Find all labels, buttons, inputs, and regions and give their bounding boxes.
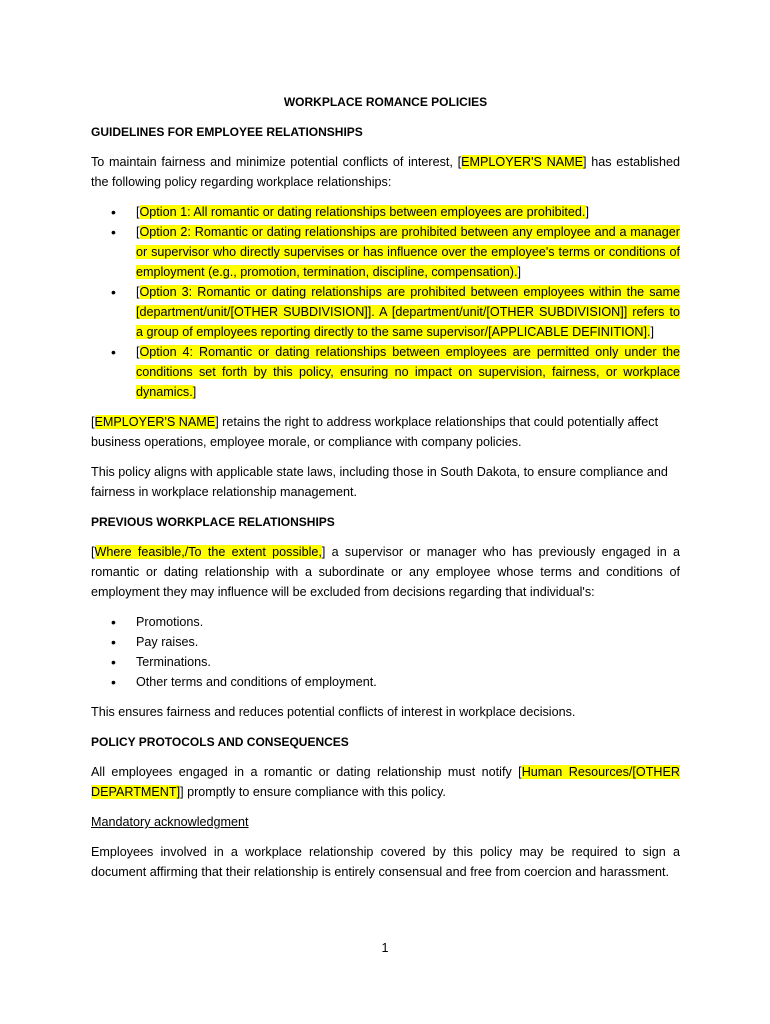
bracket-close: ] [650, 325, 654, 339]
acknowledgment-paragraph: Employees involved in a workplace relationship covered by this policy may be required to sign a document affirming that their relationship is entirely consensual and free from coercion and harassment. [91, 845, 680, 879]
notify-suffix: ] promptly to ensure compliance with this policy. [180, 785, 446, 799]
list-item [91, 652, 680, 672]
state-law-paragraph: This policy aligns with applicable state laws, including those in South Dakota, to ensure compliance and fairness in workplace relationship management. [91, 465, 668, 499]
employer-name-placeholder: EMPLOYER'S NAME [94, 415, 216, 429]
subheading-acknowledgment: Mandatory acknowledgment [91, 815, 249, 829]
bracket-close: ] [192, 385, 197, 399]
bracket-open: [ [136, 285, 140, 299]
bullet-icon: • [111, 614, 116, 630]
bullet-icon: • [111, 674, 116, 690]
list-item-text: Other terms and conditions of employment. [136, 675, 377, 689]
retain-suffix: ] retains the right to address workplace relationships that could potentially affect business operations, employee morale, or compliance with company policies. [91, 415, 659, 449]
intro-prefix: To maintain fairness and minimize potential conflicts of interest, [ [91, 155, 462, 169]
bullet-icon: • [111, 634, 116, 650]
bullet-icon: • [111, 204, 116, 220]
bracket-open: [ [136, 225, 140, 239]
document-title: WORKPLACE ROMANCE POLICIES [283, 95, 488, 109]
bullet-icon: • [111, 654, 116, 670]
para-prefix: [ [91, 545, 95, 559]
fairness-paragraph: This ensures fairness and reduces potential conflicts of interest in workplace decisions. [91, 705, 576, 719]
intro-paragraph [91, 152, 680, 192]
retain-paragraph [91, 412, 680, 452]
policy-options-list [91, 202, 680, 402]
list-item-option-3 [91, 282, 680, 342]
list-item-text: Promotions. [136, 615, 204, 629]
list-item-option-1 [91, 202, 680, 222]
option-text: Option 4: Romantic or dating relationships between employees are permitted only under the conditions set forth by this policy, ensuring no impact on supervision, fairness, or workplace dynamics. [136, 345, 680, 399]
excluded-decisions-list [91, 612, 680, 692]
bullet-icon: • [111, 344, 116, 360]
page-number: 1 [381, 941, 389, 955]
previous-relationships-paragraph [91, 542, 680, 602]
bullet-icon: • [111, 284, 116, 300]
section-heading-previous: PREVIOUS WORKPLACE RELATIONSHIPS [91, 515, 335, 529]
employer-name-placeholder: EMPLOYER'S NAME [461, 155, 584, 169]
list-item-option-4 [91, 342, 680, 402]
option-text: Option 1: All romantic or dating relationships between employees are prohibited. [139, 205, 586, 219]
section-heading-guidelines: GUIDELINES FOR EMPLOYEE RELATIONSHIPS [91, 125, 363, 139]
para-suffix: ] a supervisor or manager who has previously engaged in a romantic or dating relationship with a subordinate or any employee whose terms and conditions of employment they may influence will be excluded from decisions regarding that individual's: [91, 545, 680, 599]
list-item-text: Terminations. [136, 655, 211, 669]
bracket-close: ] [517, 265, 521, 279]
notify-prefix: All employees engaged in a romantic or dating relationship must notify [ [91, 765, 522, 779]
option-text: Option 2: Romantic or dating relationships are prohibited between any employee and a manager or supervisor who directly supervises or has influence over the employee's terms or conditions of employment (e.g., promotion, termination, discipline, compensation). [136, 225, 680, 279]
list-item [91, 632, 680, 652]
retain-prefix: [ [91, 415, 95, 429]
list-item-text: Pay raises. [136, 635, 199, 649]
bracket-open: [ [136, 205, 140, 219]
department-placeholder: Human Resources/[OTHER DEPARTMENT] [91, 765, 680, 799]
bracket-close: ] [585, 205, 589, 219]
option-text: Option 3: Romantic or dating relationships are prohibited between employees within the same [department/unit/[OTHER SUBDIVISION]]. A [department/unit/[OTHER SUBDIVISION]] refers to a group of employees reporting directly to the same supervisor/[APPLICABLE DEFINITION]. [136, 285, 680, 339]
list-item-option-2 [91, 222, 680, 282]
notify-paragraph [91, 762, 680, 802]
feasible-placeholder: Where feasible,/To the extent possible, [94, 545, 322, 559]
list-item [91, 612, 680, 632]
list-item [91, 672, 680, 692]
bracket-open: [ [136, 345, 140, 359]
bullet-icon: • [111, 224, 116, 240]
intro-suffix: ] has established the following policy regarding workplace relationships: [91, 155, 680, 189]
section-heading-protocols: POLICY PROTOCOLS AND CONSEQUENCES [91, 735, 349, 749]
